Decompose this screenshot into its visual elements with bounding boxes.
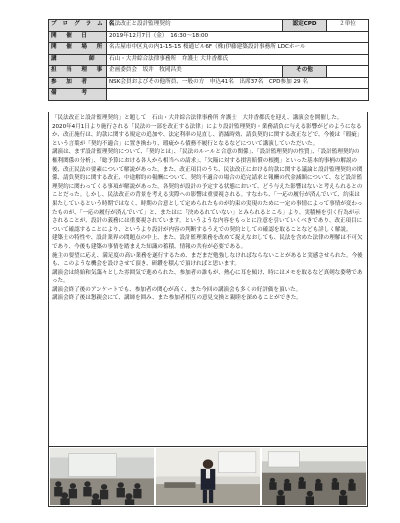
body-paragraph: 講演会終了後のアンケートでも、参加者の関心が高く、また今回の講演会も多くの好評価を頂いた。 <box>52 286 302 293</box>
meta-table <box>48 19 369 101</box>
lecturer-value: 石山・大井綜合法律事務所 弁護士 大井香都氏 <box>107 54 369 66</box>
staff-value: 企画委員会 坂井 牧岡昌美 <box>107 66 283 78</box>
lecturer-photo <box>156 448 260 505</box>
participants-label: 参 加 者 <box>49 77 107 89</box>
hall-photo <box>262 448 366 505</box>
photo-strip <box>48 447 368 507</box>
body-paragraph: 講演は、まず設計監理契約について、「契約とは」、「民法のルールと合意の関係」、「設計監理契約の性質」、「設計監理契約の権利関係の分析」、「総予算における各人から相当への請求」、「欠陥に対する損害賠償の根拠」といった基本的事柄の解説の後、改正民法の要素について解説があった。また、改正項目のうち、民法改正における約款に関する議論と設計監理契約の関係、請負契約に関する改正、中途解約の報酬について、契約不適合の場合の追完請求と報酬の代金減額について、など設計監理契約に関わってくる事項が解説があった。各契約が設計の予定する状態において、どう与えた影響はないと考えられるとのことだった。しかし、民法改正の背景を考える実際への影響は重要視される。すなわち、「一応の履行が済んでいて、約束は果たしているという時期ではなく、時期の合意として定められたものが約束の実現のために一定の事情によって事情が変わったものが、「一応の履行が済んでいて」と、またはに「決めるれていない」とみられるところ」より、実積極を引く行為が示されることが、設計の義務には重要視されています。というような内容をもっとに注意を引いていくべきであり、改正項目について確認することにより、というより設計が内容の判断するうえでの契約としての確認を取ることなども詳しく解説。 <box>52 149 363 233</box>
remarks-label: 備 考 <box>49 89 107 101</box>
report-sheet <box>48 19 368 507</box>
program-label: プ ロ グ ラ ム 名 <box>49 20 107 32</box>
body-paragraph: 講演会は終始和気藹々とした雰囲気で進められた、参加者の誰もが、熱心に耳を傾け、時にはメモを取るなど真剣な姿勢であった。 <box>52 269 363 285</box>
program-row <box>49 20 369 32</box>
body-paragraph: 施主の要望に応え、満足度の高い業務を遂行するため、まだまだ勉強しなければならないことがあると実感させられた。今後も、このような機会を設けさせて頂き、研鑽を積んで頂ければと思います。 <box>52 252 363 268</box>
other-value <box>327 66 369 78</box>
date-value: 2019年12月7日（金） 16:30～18:00 <box>107 31 369 43</box>
venue-label: 開 催 場 所 <box>49 43 107 55</box>
audience-photo <box>50 448 154 505</box>
participants-row <box>49 77 369 89</box>
lecturer-label: 講 師 <box>49 54 107 66</box>
other-label: その他 <box>283 66 327 78</box>
remarks-row <box>49 89 369 101</box>
body-paragraph: 2020年4月1日より施行される「民法の一部を改正する法律」により設計監理契約・業務請負に与える影響がどのようになるか、改正施行は、約款に関する規定の追加や、法定利率の見直し、消滅時効、請負契約に関する改正などで、今後は「瑕疵」という言葉が「契約不適合」に置き換わり、瑕疵から債務不履行となるなどについて講演していただいた。 <box>52 123 363 147</box>
venue-value: 名古屋市中区丸の内1-15-15 桜通ビル6F（株)伊藤建築設計事務所 LDCホール <box>107 43 369 55</box>
program-name: 民法改正と設計監理契約 <box>107 20 283 32</box>
date-row <box>49 31 369 43</box>
staff-row <box>49 66 369 78</box>
remarks-value <box>107 89 369 101</box>
cpd-units: ２単位 <box>327 20 369 32</box>
body-paragraph: 建築士の特性や、設計業界の問題点の中上、また、設計監理業務を改めて捉えなおしても、民法を含めた法律の理解は不可欠であり、今後も建築の事情を踏まえた知識の蓄積、情報の共有が必要である。 <box>52 235 363 250</box>
venue-row <box>49 43 369 55</box>
staff-label: 担 当 理 事 <box>49 66 107 78</box>
cpd-label: 認定CPD <box>283 20 327 32</box>
body-paragraph: 「民法改正と設計監理契約」と題して 石山・大井綜合法律事務所 弁護士 大井香都氏を迎え、講演会を開催した。 <box>52 115 343 121</box>
body-paragraph: 講演会終了後は懇親会にて、講師を囲み、また参加者相互の意見交換と親睦を深めることができた。 <box>52 295 302 302</box>
report-body <box>48 112 368 447</box>
date-label: 開 催 日 <box>49 31 107 43</box>
lecturer-row <box>49 54 369 66</box>
participants-value: NSK会員およびその他所員、一般の方 申込41名 出席37名 CPD参加 29 名 <box>107 77 369 89</box>
